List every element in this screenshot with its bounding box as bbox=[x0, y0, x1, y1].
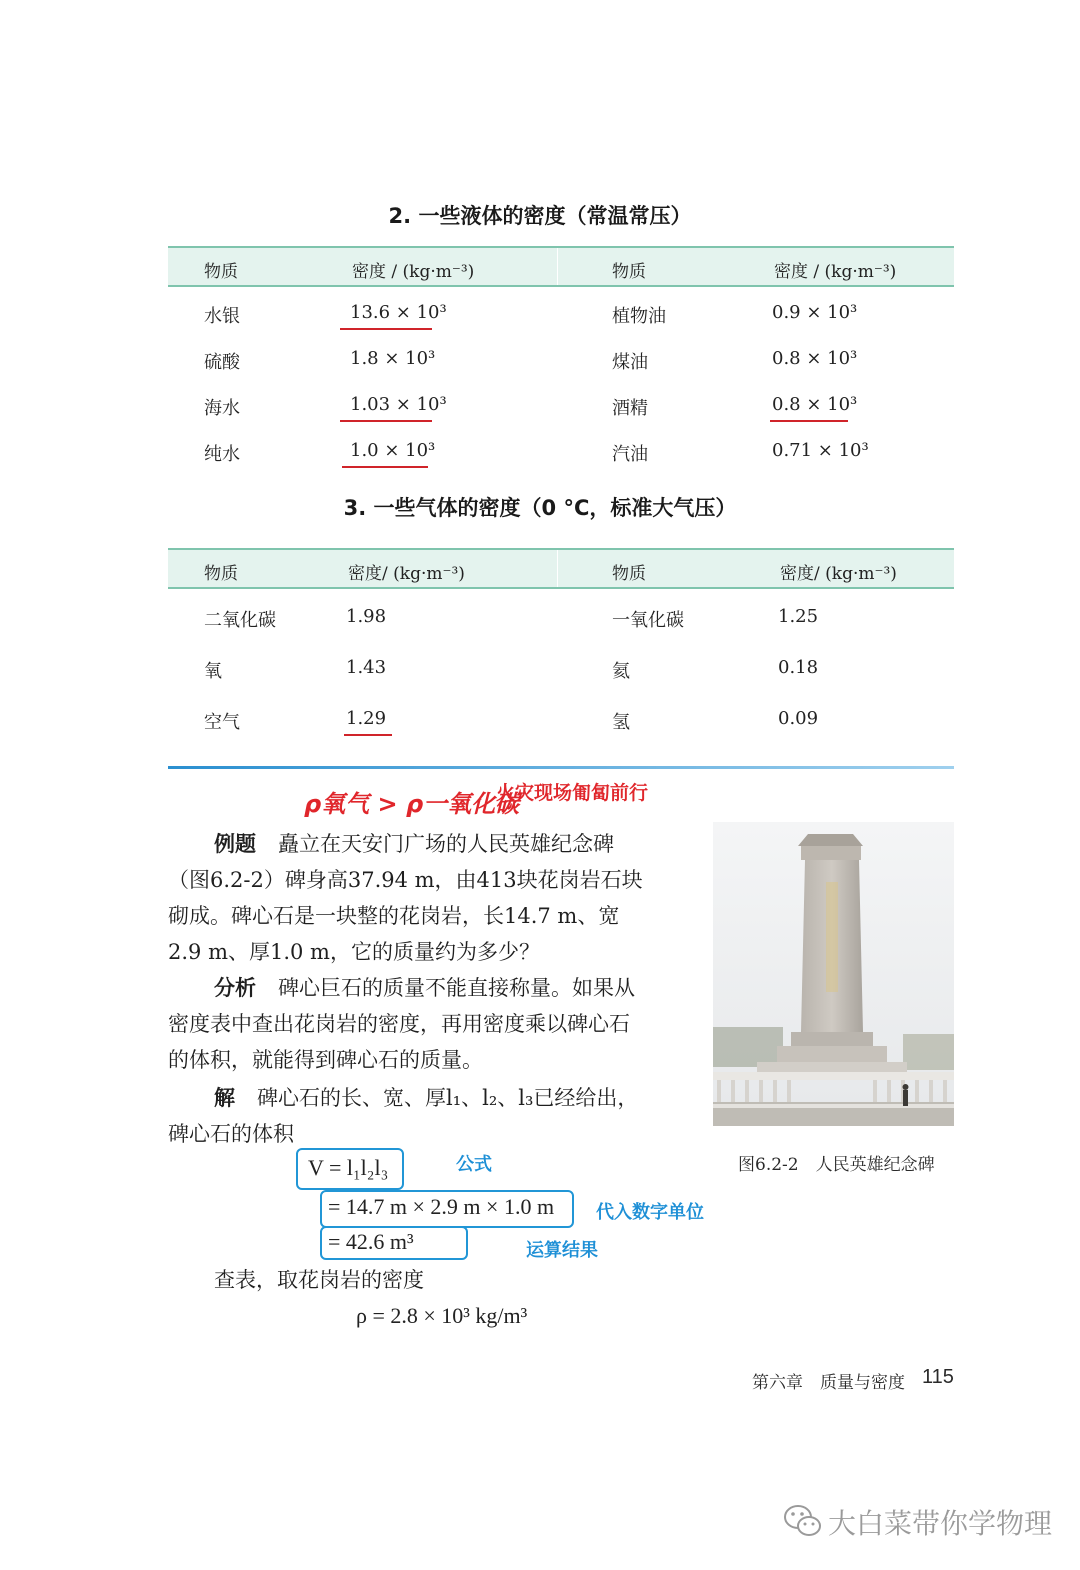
table-header bbox=[168, 548, 954, 589]
table-cell: 硫酸 bbox=[204, 352, 240, 373]
red-underline bbox=[344, 734, 392, 736]
red-underline bbox=[342, 466, 428, 468]
solution-label: 解 bbox=[214, 1086, 235, 1110]
table-cell: 1.98 bbox=[346, 606, 387, 627]
figure-caption: 图6.2-2 人民英雄纪念碑 bbox=[738, 1155, 935, 1175]
monument-photo bbox=[713, 822, 954, 1126]
table-header bbox=[168, 246, 954, 287]
header-density: 密度 / (kg·m⁻³) bbox=[352, 262, 475, 282]
liquid-density-table bbox=[168, 246, 954, 486]
page-number: 115 bbox=[922, 1366, 954, 1388]
result-note: 运算结果 bbox=[526, 1240, 598, 1261]
wechat-icon bbox=[782, 1500, 824, 1542]
example-label: 例题 bbox=[214, 832, 256, 856]
table-cell: 水银 bbox=[204, 306, 240, 327]
gas-density-table bbox=[168, 548, 954, 748]
table-cell: 1.29 bbox=[346, 708, 387, 729]
solution-line: 碑心石的长、宽、厚l₁、l₂、l₃已经给出， bbox=[257, 1086, 639, 1110]
table-cell: 0.71 × 10³ bbox=[772, 440, 869, 461]
section-divider bbox=[168, 766, 954, 769]
lookup-line: 查表，取花岗岩的密度 bbox=[214, 1268, 424, 1292]
table-cell: 0.18 bbox=[778, 657, 819, 678]
analysis-paragraph bbox=[168, 970, 635, 1078]
analysis-line: 密度表中查出花岗岩的密度，再用密度乘以碑心石 bbox=[168, 1012, 630, 1036]
substitute-note: 代入数字单位 bbox=[596, 1202, 704, 1223]
analysis-label: 分析 bbox=[214, 976, 256, 1000]
formula-note: 公式 bbox=[456, 1154, 492, 1175]
table-cell: 0.8 × 10³ bbox=[772, 348, 858, 369]
table-cell: 13.6 × 10³ bbox=[350, 302, 447, 323]
red-underline bbox=[340, 420, 432, 422]
red-underline bbox=[770, 420, 848, 422]
result-equation: = 42.6 m³ bbox=[328, 1229, 414, 1254]
chapter-footer: 第六章 质量与密度 bbox=[752, 1373, 905, 1393]
solution-line: 碑心石的体积 bbox=[168, 1122, 294, 1146]
red-underline bbox=[340, 328, 432, 330]
table-cell: 1.03 × 10³ bbox=[350, 394, 447, 415]
table-cell: 1.25 bbox=[778, 606, 819, 627]
table-cell: 海水 bbox=[204, 398, 240, 419]
table-cell: 纯水 bbox=[204, 444, 240, 465]
example-paragraph bbox=[168, 826, 643, 970]
header-density: 密度/ (kg·m⁻³) bbox=[780, 564, 897, 584]
table-cell: 1.8 × 10³ bbox=[350, 348, 436, 369]
table-cell: 1.43 bbox=[346, 657, 387, 678]
solution-paragraph bbox=[168, 1080, 638, 1152]
header-substance: 物质 bbox=[612, 262, 646, 282]
fire-note: 火灾现场匍匐前行 bbox=[496, 782, 649, 804]
analysis-line: 的体积，就能得到碑心石的质量。 bbox=[168, 1048, 483, 1072]
volume-formula: V = l₁l₂l₃ bbox=[308, 1155, 389, 1180]
header-substance: 物质 bbox=[204, 564, 238, 584]
table-cell: 氦 bbox=[612, 661, 630, 682]
table-cell: 0.09 bbox=[778, 708, 819, 729]
table-cell: 氢 bbox=[612, 712, 630, 733]
header-substance: 物质 bbox=[204, 262, 238, 282]
table-cell: 0.9 × 10³ bbox=[772, 302, 858, 323]
header-density: 密度 / (kg·m⁻³) bbox=[774, 262, 897, 282]
table-cell: 1.0 × 10³ bbox=[350, 440, 436, 461]
table-cell: 0.8 × 10³ bbox=[772, 394, 858, 415]
header-substance: 物质 bbox=[612, 564, 646, 584]
table-cell: 二氧化碳 bbox=[204, 610, 276, 631]
analysis-line: 碑心巨石的质量不能直接称量。如果从 bbox=[278, 976, 635, 1000]
gas-table-title: 3. 一些气体的密度（0 °C，标准大气压） bbox=[343, 496, 737, 520]
table-cell: 一氧化碳 bbox=[612, 610, 684, 631]
rho-compare-note: ρ氧气 > ρ一氧化碳 bbox=[304, 790, 520, 818]
table-cell: 煤油 bbox=[612, 352, 648, 373]
table-cell: 空气 bbox=[204, 712, 240, 733]
example-line: 砌成。碑心石是一块整的花岗岩，长14.7 m、宽 bbox=[168, 904, 620, 928]
example-line: 矗立在天安门广场的人民英雄纪念碑 bbox=[278, 832, 614, 856]
example-line: （图6.2-2）碑身高37.94 m，由413块花岗岩石块 bbox=[168, 868, 643, 892]
substitute-equation: = 14.7 m × 2.9 m × 1.0 m bbox=[328, 1194, 555, 1219]
liquid-table-title: 2. 一些液体的密度（常温常压） bbox=[388, 204, 692, 228]
table-cell: 酒精 bbox=[612, 398, 648, 419]
watermark-text: 大白菜带你学物理 bbox=[828, 1507, 1053, 1540]
table-cell: 植物油 bbox=[612, 306, 666, 327]
granite-density: ρ = 2.8 × 10³ kg/m³ bbox=[356, 1303, 528, 1328]
table-cell: 汽油 bbox=[612, 444, 648, 465]
example-line: 2.9 m、厚1.0 m，它的质量约为多少？ bbox=[168, 940, 540, 964]
header-density: 密度/ (kg·m⁻³) bbox=[348, 564, 465, 584]
table-cell: 氧 bbox=[204, 661, 222, 682]
